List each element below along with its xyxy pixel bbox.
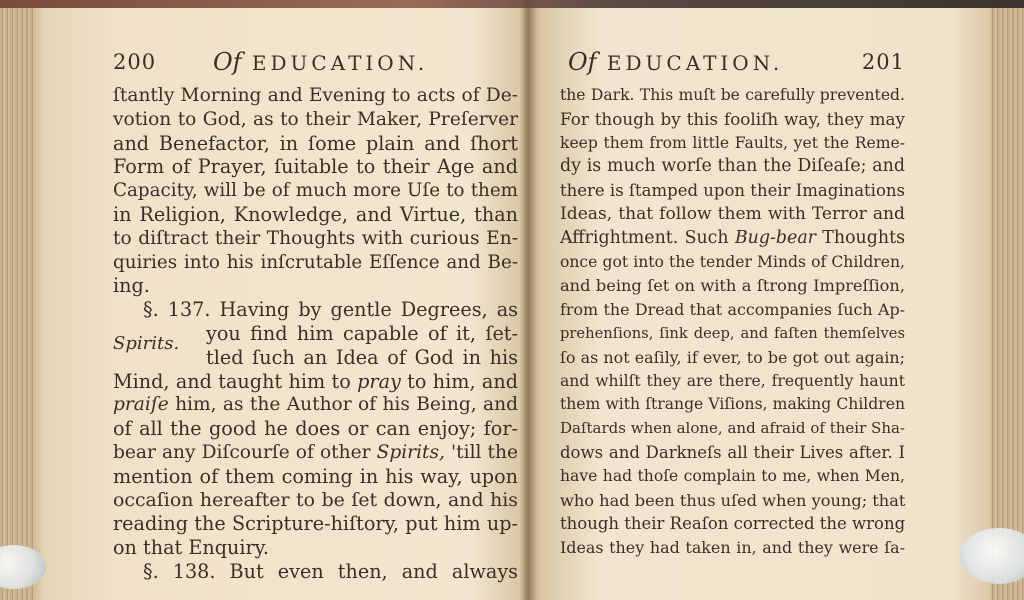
section-137-heading: §. 137. Having by gentle Degrees, as	[143, 298, 518, 322]
text-line: For though by this fooliſh way, they may	[560, 108, 905, 129]
text-line: once got into the tender Minds of Children,	[560, 252, 905, 271]
text-line: have had thoſe complain to me, when Men,	[560, 466, 905, 485]
text-line: tled ſuch an Idea of God in his	[206, 345, 518, 369]
text-line: Form of Prayer, ſuitable to their Age and	[113, 155, 518, 179]
margin-note-block	[113, 322, 518, 370]
text-line: on that Enquiry.	[113, 536, 270, 560]
text-line: occaſion hereafter to be ſet down, and his	[113, 488, 518, 511]
text-line: Capacity, will be of much more Uſe to them	[113, 180, 518, 202]
text-line: them with ſtrange Viſions, making Children	[560, 395, 905, 414]
text-line: and whilſt they are there, frequently haunt	[560, 371, 905, 390]
text-line: quiries into his inſcrutable Eſſence and Be-	[113, 251, 518, 273]
left-page	[113, 44, 518, 584]
text-line: prehenſions, ſink deep, and faſten themſelves	[560, 324, 905, 342]
text-line: reading the Scripture-hiſtory, put him up-	[113, 512, 518, 536]
right-body-text	[560, 84, 905, 560]
left-page-number: 200	[113, 50, 157, 74]
text-line: you find him capable of it, ſet-	[206, 321, 518, 345]
text-line: mention of them coming in his way, upon	[113, 464, 518, 488]
page-holder-clip-right	[960, 528, 1024, 584]
right-header-title: Of EDUCATION.	[568, 48, 784, 76]
right-page-number: 201	[861, 50, 905, 74]
left-running-header	[113, 44, 518, 84]
left-body-text	[113, 84, 518, 584]
book-cover-edge	[0, 0, 1024, 8]
text-line: in Religion, Knowledge, and Virtue, than	[113, 202, 518, 226]
text-line: Mind, and taught him to pray to him, and	[113, 369, 518, 393]
text-line: and being ſet on with a ſtrong Impreſſion,	[560, 276, 905, 296]
text-line: praiſe him, as the Author of his Being, and	[113, 394, 518, 416]
text-line: Ideas they had taken in, and they were ſa-	[560, 538, 905, 558]
text-line: dows and Darkneſs all their Lives after. I	[560, 442, 905, 462]
right-page-stack	[990, 8, 1024, 600]
page-holder-clip-left	[0, 545, 46, 589]
margin-note-spirits: Spirits.	[113, 332, 180, 354]
text-line: though their Reaſon corrected the wrong	[560, 514, 906, 534]
text-line: bear any Diſcourſe of other Spirits, 'till the	[113, 441, 519, 463]
text-line: dy is much worſe than the Diſeaſe; and	[560, 156, 905, 177]
text-line: of all the good he does or can enjoy; for-	[113, 417, 518, 441]
text-line: Ideas, that follow them with Terror and	[560, 203, 905, 224]
right-running-header	[560, 44, 905, 84]
book-gutter	[520, 0, 536, 600]
section-138-heading: §. 138. But even then, and always	[143, 559, 518, 583]
right-page	[560, 44, 905, 560]
text-line: from the Dread that accompanies ſuch Ap-	[560, 300, 905, 320]
text-line: there is ſtamped upon their Imaginations	[560, 181, 905, 201]
text-line: Affrightment. Such Bug-bear Thoughts	[560, 227, 905, 248]
text-line: who had been thus uſed when young; that	[560, 490, 906, 510]
text-line: votion to God, as to their Maker, Preſerver	[113, 108, 518, 130]
text-line: the Dark. This muſt be carefully prevented.	[560, 86, 905, 104]
left-page-stack	[0, 8, 34, 600]
text-line: ſtantly Morning and Evening to acts of De-	[113, 85, 518, 106]
text-line: and Benefactor, in ſome plain and ſhort	[113, 131, 518, 155]
text-line: Daſtards when alone, and afraid of their Sha-	[560, 419, 905, 438]
left-header-title: Of EDUCATION.	[213, 48, 429, 76]
text-line: ing.	[113, 274, 150, 298]
text-line: ſo as not eaſily, if ever, to be got out again;	[560, 347, 905, 367]
text-line: to diſtract their Thoughts with curious En-	[113, 227, 518, 249]
text-line: keep them from little Faults, yet the Reme-	[560, 133, 905, 152]
